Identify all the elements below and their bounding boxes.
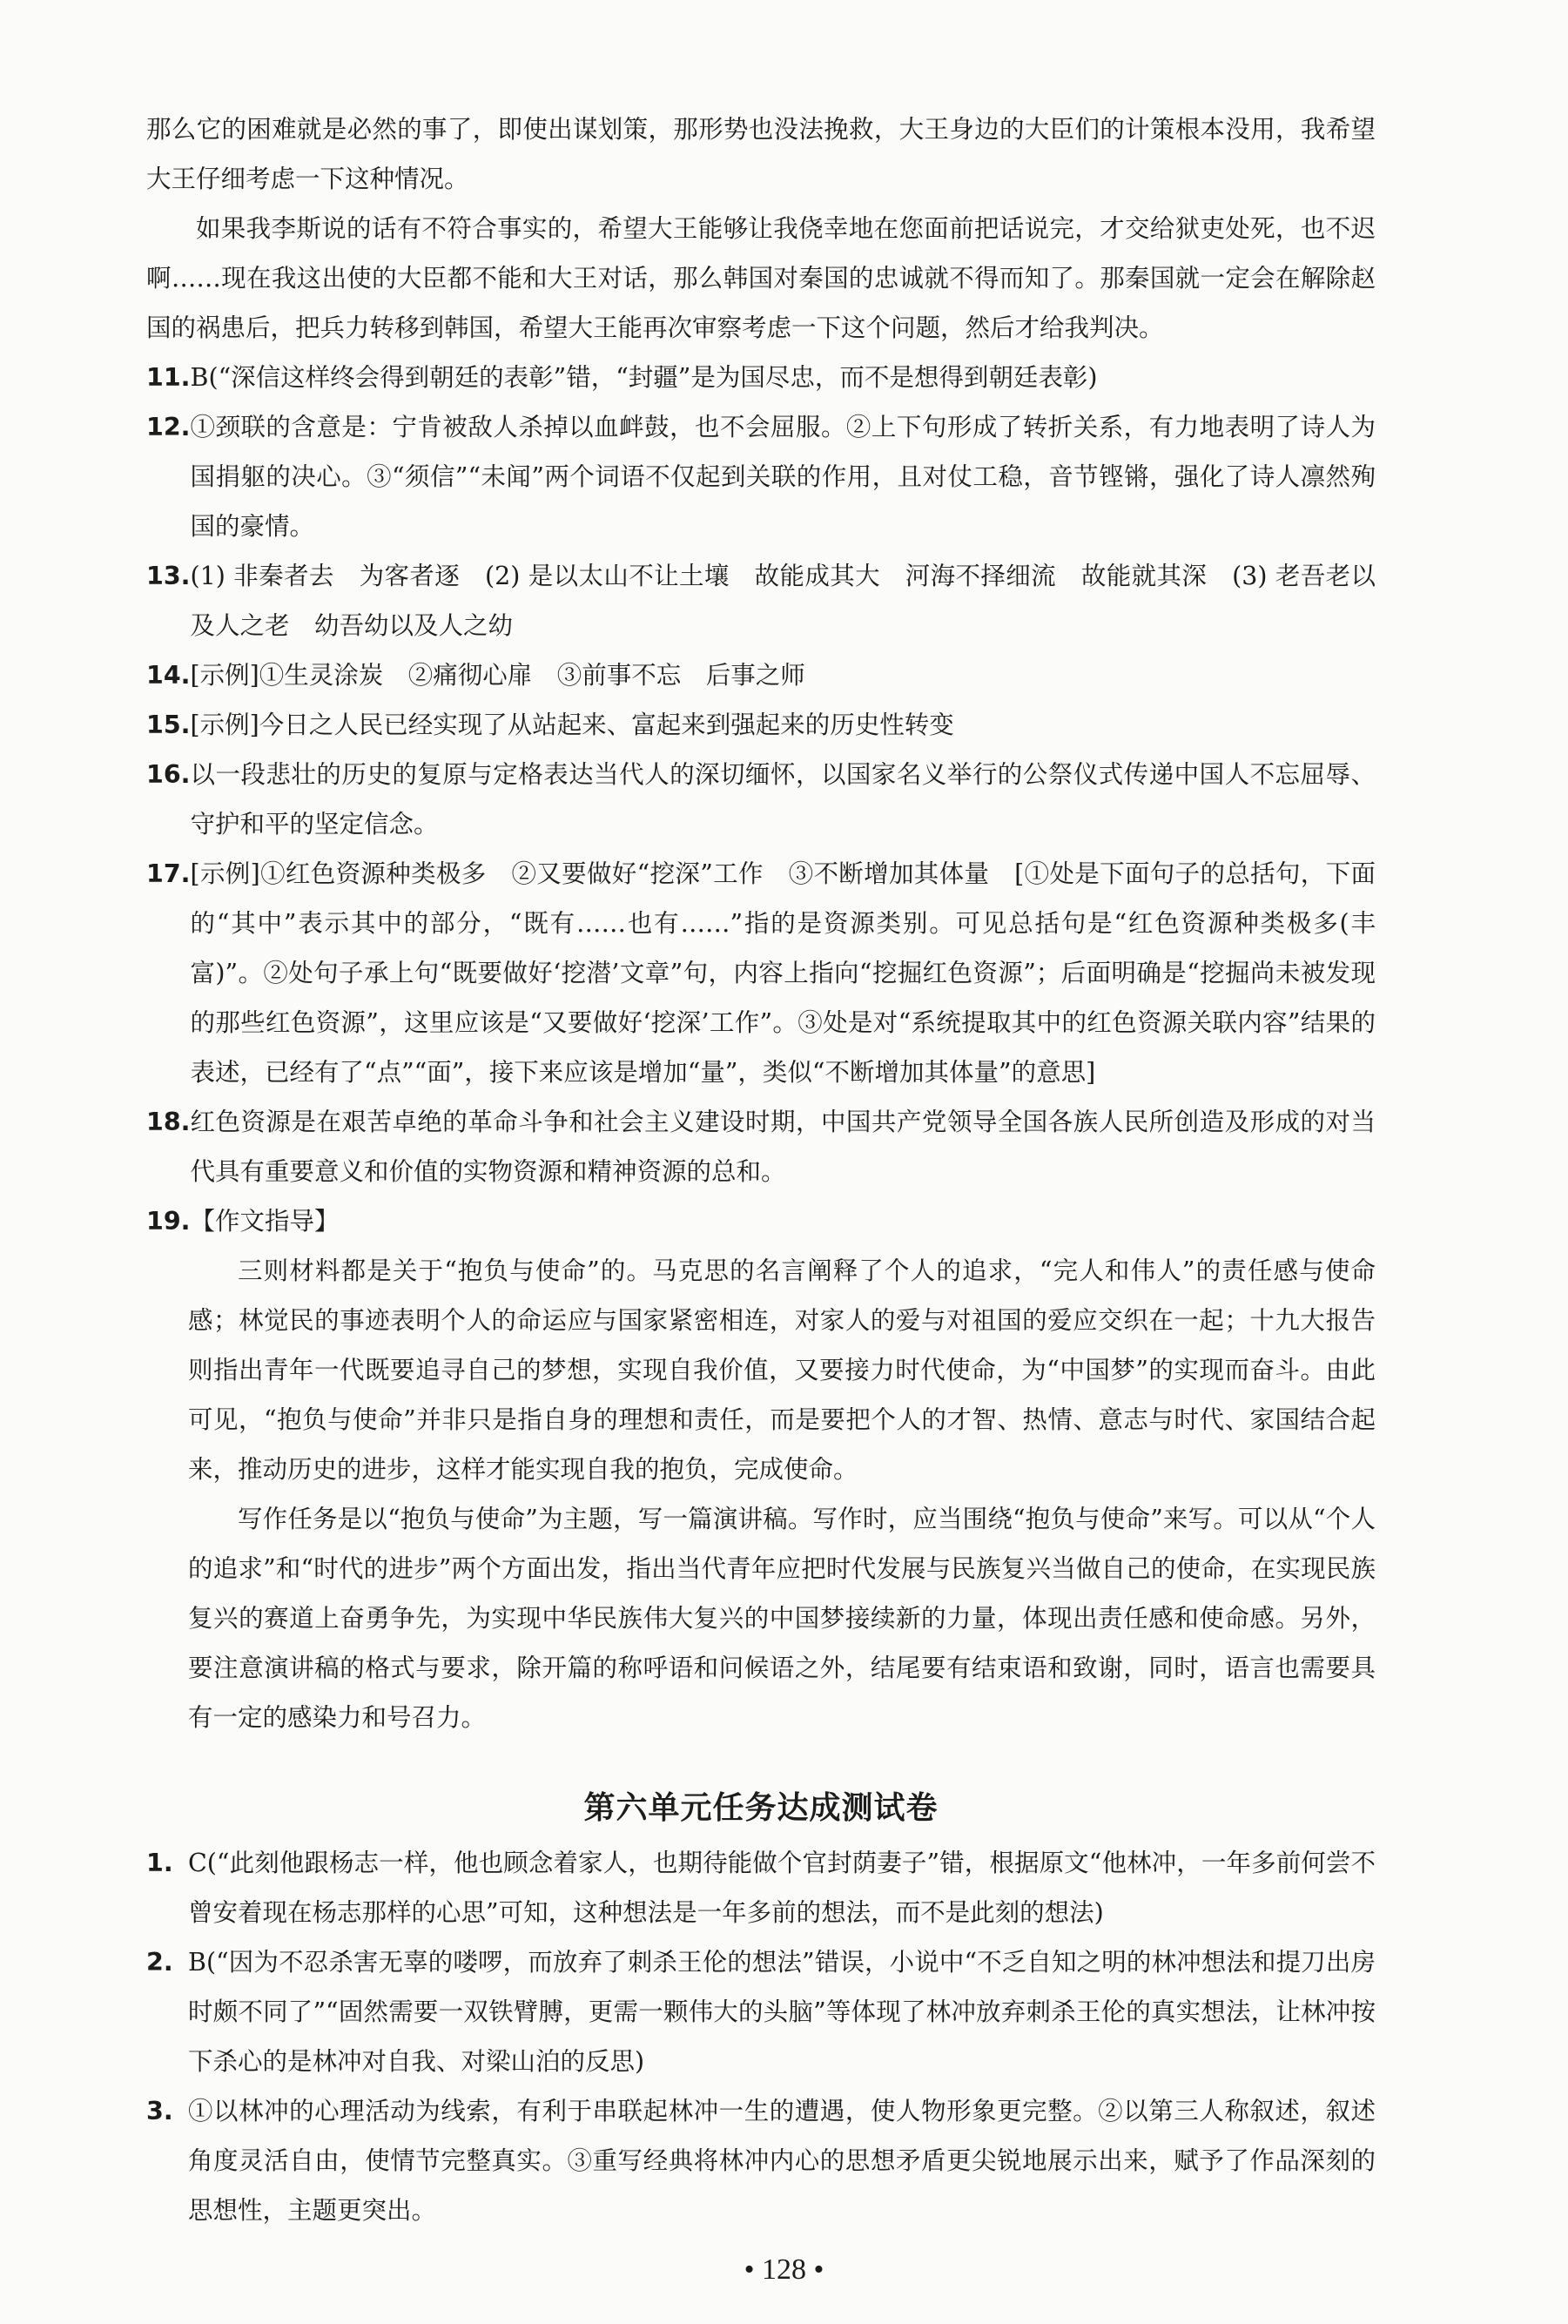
item-number: 17. [146,859,191,888]
answer-item-1 [146,1838,1376,1937]
item-text: B(“因为不忍杀害无辜的喽啰，而放弃了刺杀王伦的想法”错误，小说中“不乏自知之明的林冲想法和提刀出房时颇不同了”“固然需要一双铁臂膊，更需一颗伟大的头脑”等体现了林冲放弃刺杀王伦的真实想法，让林冲按下杀心的是林冲对自我、对梁山泊的反思) [188,1948,1376,2076]
intro-paragraph-1: 那么它的困难就是必然的事了，即使出谋划策，那形势也没法挽救，大王身边的大臣们的计策根本没用，我希望大王仔细考虑一下这种情况。 [146,115,1376,193]
item-text: B(“深信这样终会得到朝廷的表彰”错，“封疆”是为国尽忠，而不是想得到朝廷表彰) [190,363,1098,392]
answer-item-17 [146,849,1376,1097]
answer-item-12 [146,402,1376,551]
item-number: 12. [146,413,191,441]
item-text: ①颈联的含意是：宁肯被敌人杀掉以血衅鼓，也不会屈服。②上下句形成了转折关系，有力地表明了诗人为国捐躯的决心。③“须信”“未闻”两个词语不仅起到关联的作用，且对仗工稳，音节铿锵，强化了诗人凛然殉国的豪情。 [190,413,1376,541]
item-text: ①以林冲的心理活动为线索，有利于串联起林冲一生的遭遇，使人物形象更完整。②以第三人称叙述，叙述角度灵活自由，使情节完整真实。③重写经典将林冲内心的思想矛盾更尖锐地展示出来，赋予了作品深刻的思想性，主题更突出。 [188,2097,1376,2225]
answer-item-13 [146,551,1376,650]
item-number: 3. [146,2097,173,2125]
essay-guidance-paragraph-1: 三则材料都是关于“抱负与使命”的。马克思的名言阐释了个人的追求，“完人和伟人”的责任感与使命感；林觉民的事迹表明个人的命运应与国家紧密相连，对家人的爱与对祖国的爱应交织在一起；十九大报告则指出青年一代既要追寻自己的梦想，实现自我价值，又要接力时代使命，为“中国梦”的实现而奋斗。由此可见，“抱负与使命”并非只是指自身的理想和责任，而是要把个人的才智、热情、意志与时代、家国结合起来，推动历史的进步，这样才能实现自我的抱负，完成使命。 [188,1256,1376,1484]
answer-item-16 [146,750,1376,849]
answer-item-2 [146,1937,1376,2086]
item-number: 11. [146,363,191,392]
item-text: [示例]今日之人民已经实现了从站起来、富起来到强起来的历史性转变 [190,711,954,739]
page-number: • 128 • [744,2253,824,2286]
answer-item-15 [146,700,1376,750]
answer-item-3 [146,2086,1376,2235]
item-number: 16. [146,760,191,789]
item-number: 15. [146,711,191,739]
item-number: 14. [146,661,191,690]
item-text: (1) 非秦者去 为客者逐 (2) 是以太山不让土壤 故能成其大 河海不择细流 故能就其深 (3) 老吾老以及人之老 幼吾幼以及人之幼 [190,562,1376,640]
item-text: 红色资源是在艰苦卓绝的革命斗争和社会主义建设时期，中国共产党领导全国各族人民所创造及形成的对当代具有重要意义和价值的实物资源和精神资源的总和。 [190,1108,1376,1186]
item-text: [示例]①生灵涂炭 ②痛彻心扉 ③前事不忘 后事之师 [190,661,805,690]
item-number: 13. [146,562,191,590]
document-page [146,104,1376,2235]
answer-item-14 [146,650,1376,700]
item-number: 1. [146,1849,173,1877]
item-number: 18. [146,1108,191,1136]
answer-item-19 [146,1196,1376,1246]
answer-item-11 [146,353,1376,402]
answer-item-18 [146,1097,1376,1196]
intro-paragraph-2: 如果我李斯说的话有不符合事实的，希望大王能够让我侥幸地在您面前把话说完，才交给狱吏处死，也不迟啊……现在我这出使的大臣都不能和大王对话，那么韩国对秦国的忠诚就不得而知了。那秦国就一定会在解除赵国的祸患后，把兵力转移到韩国，希望大王能再次审察考虑一下这个问题，然后才给我判决。 [146,214,1376,342]
essay-guidance-paragraph-2: 写作任务是以“抱负与使命”为主题，写一篇演讲稿。写作时，应当围绕“抱负与使命”来写。可以从“个人的追求”和“时代的进步”两个方面出发，指出当代青年应把时代发展与民族复兴当做自己的使命，在实现民族复兴的赛道上奋勇争先，为实现中华民族伟大复兴的中国梦接续新的力量，体现出责任感和使命感。另外，要注意演讲稿的格式与要求，除开篇的称呼语和问候语之外，结尾要有结束语和致谢，同时，语言也需要具有一定的感染力和号召力。 [188,1505,1376,1732]
item-number: 2. [146,1948,173,1977]
item-number: 19. [146,1207,191,1236]
section-title: 第六单元任务达成测试卷 [583,1790,939,1826]
item-text: [示例]①红色资源种类极多 ②又要做好“挖深”工作 ③不断增加其体量 [①处是下面句子的总括句，下面的“其中”表示其中的部分，“既有……也有……”指的是资源类别。可见总括句是“红色资源种类极多(丰富)”。②处句子承上句“既要做好‘挖潜’文章”句，内容上指向“挖掘红色资源”；后面明确是“挖掘尚未被发现的那些红色资源”，这里应该是“又要做好‘挖深’工作”。③处是对“系统提取其中的红色资源关联内容”结果的表述，已经有了“点”“面”，接下来应该是增加“量”，类似“不断增加其体量”的意思] [190,859,1376,1087]
item-text: 【作文指导】 [190,1207,340,1236]
item-text: C(“此刻他跟杨志一样，他也顾念着家人，也期待能做个官封荫妻子”错，根据原文“他林冲，一年多前何尝不曾安着现在杨志那样的心思”可知，这种想法是一年多前的想法，而不是此刻的想法) [188,1849,1376,1927]
item-text: 以一段悲壮的历史的复原与定格表达当代人的深切缅怀，以国家名义举行的公祭仪式传递中国人不忘屈辱、守护和平的坚定信念。 [190,760,1376,839]
